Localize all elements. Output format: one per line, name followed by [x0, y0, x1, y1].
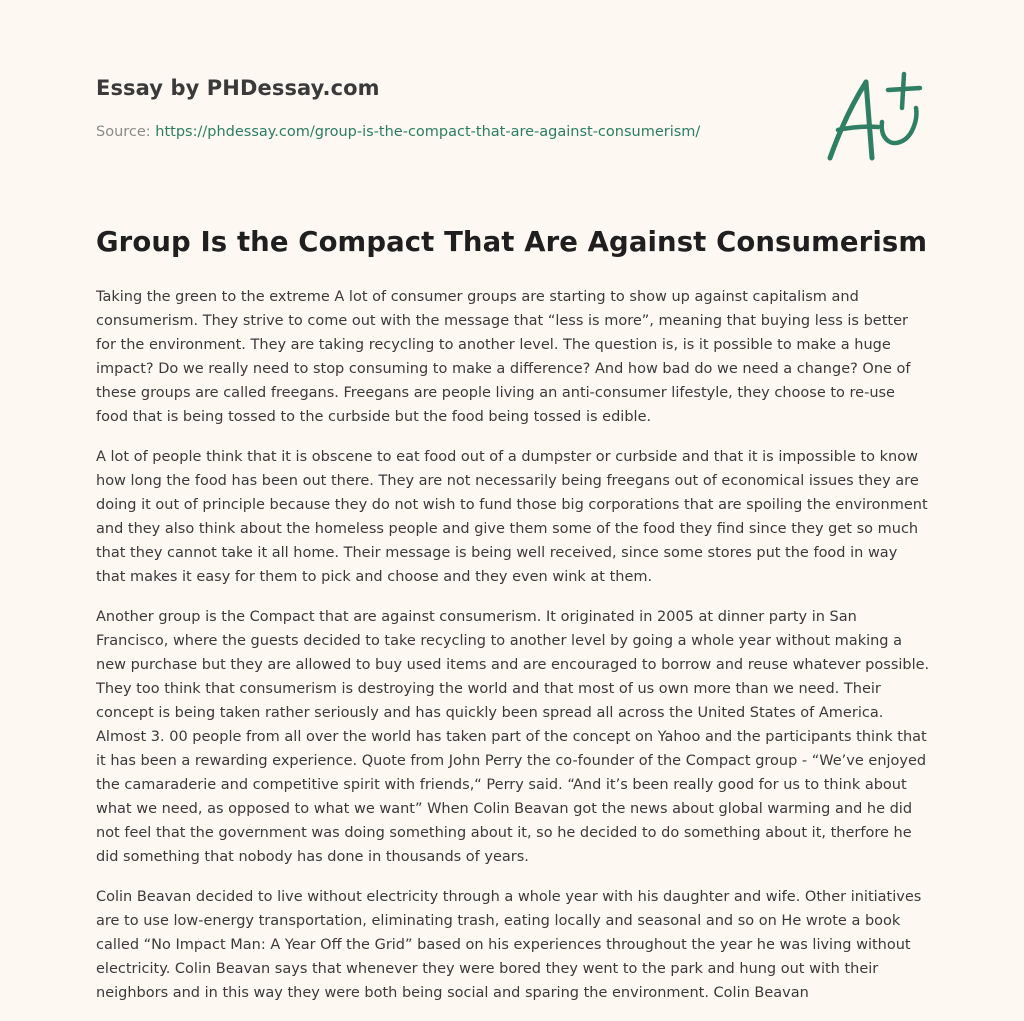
essay-paragraph: Taking the green to the extreme A lot of consumer groups are starting to show up against capitalism and consumerism. They strive to come out with the message that “less is more”, meaning that buying less is better for the environment. They are taking recycling to another level. The question is, is it possible to make a huge impact? Do we really need to stop consuming to make a difference? And how bad do we need a change? One of these groups are called freegans. Freegans are people living an anti-consumer lifestyle, they choose to re-use food that is being tossed to the curbside but the food being tossed is edible.: [96, 289, 911, 425]
source-line: [96, 124, 700, 140]
essay-body: [96, 285, 930, 1021]
essay-title: Group Is the Compact That Are Against Consumerism: [96, 226, 928, 258]
essay-paragraph: A lot of people think that it is obscene to eat food out of a dumpster or curbside and that it is impossible to know how long the food has been out there. They are not necessarily being freegans out of economical issues they are doing it out of principle because they do not wish to fund those big corporations that are spoiling the environment and they also think about the homeless people and give them some of the food they find since they get so much that they cannot take it all home. Their message is being well received, since some stores put the food in way that makes it easy for them to pick and choose and they even wink at them.: [96, 449, 928, 585]
source-label: Source:: [96, 124, 156, 140]
source-link[interactable]: https://phdessay.com/group-is-the-compact-that-are-against-consumerism/: [155, 124, 701, 140]
site-title: Essay by PHDessay.com: [96, 76, 380, 100]
essay-paragraph: Colin Beavan decided to live without electricity through a whole year with his daughter and wife. Other initiatives are to use low-energy transportation, eliminating trash, eating locally and seasonal and so on He wrote a book called “No Impact Man: A Year Off the Grid” based on his experiences throughout the year he was living without electricity. Colin Beavan says that whenever they were bored they went to the park and hung out with their neighbors and in this way they were both being social and sparing the environment. Colin Beavan: [96, 889, 922, 1001]
essay-paragraph: Another group is the Compact that are against consumerism. It originated in 2005 at dinner party in San Francisco, where the guests decided to take recycling to another level by going a whole year without making a new purchase but they are allowed to buy used items and are encouraged to borrow and reuse whatever possible. They too think that consumerism is destroying the world and that most of us own more than we need. Their concept is being taken rather seriously and has quickly been spread all across the United States of America. Almost 3. 00 people from all over the world has taken part of the concept on Yahoo and the participants think that it has been a rewarding experience. Quote from John Perry the co-founder of the Compact group - “We’ve enjoyed the camaraderie and competitive spirit with friends,“ Perry said. “And it’s been really good for us to think about what we need, as opposed to what we want” When Colin Beavan got the news about global warming and he did not feel that the government was doing something about it, so he decided to do something about it, therfore he did something that nobody has done in thousands of years.: [96, 609, 930, 865]
a-plus-logo-icon: [820, 66, 930, 166]
